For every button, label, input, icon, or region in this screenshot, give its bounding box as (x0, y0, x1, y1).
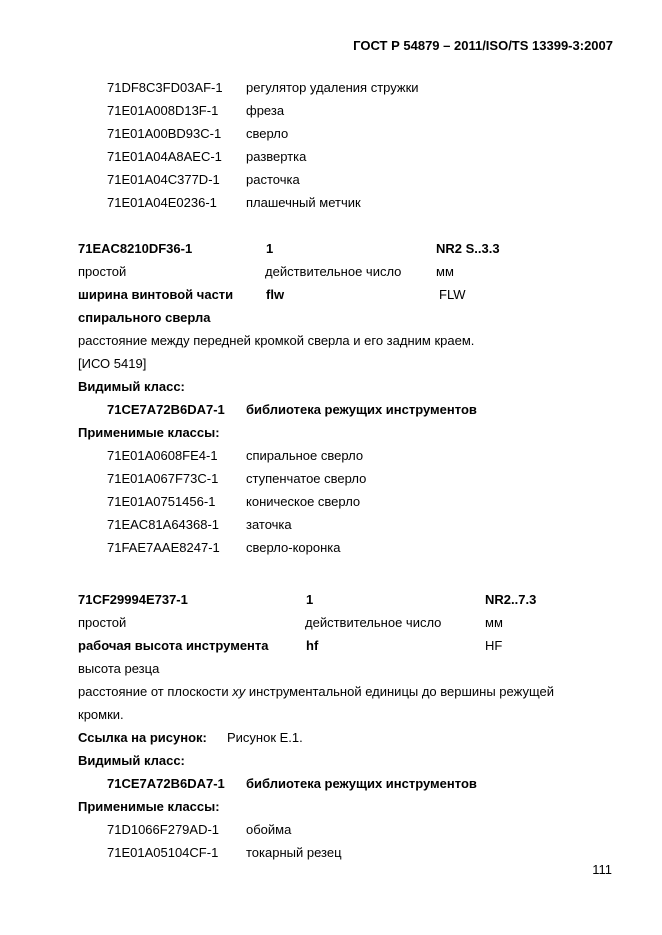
list-item-code: 71DF8C3FD03AF-1 (107, 80, 223, 95)
list-item-code: 71D1066F279AD-1 (107, 822, 220, 837)
entry-name: рабочая высота инструмента (78, 638, 269, 653)
list-item-name: токарный резец (246, 845, 342, 860)
applicable-classes-label: Применимые классы: (78, 799, 220, 814)
entry-id: 71CF29994E737-1 (78, 592, 188, 607)
list-item-code: 71E01A04A8AEC-1 (107, 149, 222, 164)
list-item-code: 71E01A05104CF-1 (107, 845, 219, 860)
entry-symbol: flw (266, 287, 285, 302)
entry-definition-continued: кромки. (78, 707, 124, 722)
list-item-code: 71E01A0751456-1 (107, 494, 216, 509)
applicable-classes-label: Применимые классы: (78, 425, 220, 440)
entry-alt-name: высота резца (78, 661, 160, 676)
entry-definition (78, 684, 554, 700)
list-item-name: сверло-коронка (246, 540, 341, 555)
list-item-code: 71FAE7AAE8247-1 (107, 540, 220, 555)
entry-short-name: HF (485, 638, 503, 653)
entry-definition: расстояние между передней кромкой сверла и его задним краем. (78, 333, 475, 348)
list-item-name: расточка (246, 172, 300, 187)
entry-name: ширина винтовой части (78, 287, 234, 302)
visible-class-name: библиотека режущих инструментов (246, 402, 477, 417)
entry-name-continued: спирального сверла (78, 310, 211, 325)
entry-unit: мм (485, 615, 503, 630)
entry-reference: NR2 S..3.3 (436, 241, 500, 256)
list-item-code: 71E01A00BD93C-1 (107, 126, 222, 141)
entry-datatype: действительное число (305, 615, 442, 630)
definition-plane-symbol: xy (232, 684, 246, 699)
list-item-name: развертка (246, 149, 307, 164)
entry-id: 71EAC8210DF36-1 (78, 241, 193, 256)
visible-class-code: 71CE7A72B6DA7-1 (107, 776, 225, 791)
entry-source: [ИСО 5419] (78, 356, 147, 371)
document-header: ГОСТ Р 54879 – 2011/ISO/TS 13399-3:2007 (353, 38, 613, 53)
definition-text-continued: инструментальной единицы до вершины режущей (245, 684, 555, 699)
entry-symbol: hf (306, 638, 319, 653)
list-item-name: спиральное сверло (246, 448, 364, 463)
visible-class-label: Видимый класс: (78, 379, 185, 394)
list-item-code: 71E01A067F73C-1 (107, 471, 219, 486)
visible-class-name: библиотека режущих инструментов (246, 776, 477, 791)
list-item-name: коническое сверло (246, 494, 361, 509)
list-item-code: 71E01A04E0236-1 (107, 195, 217, 210)
entry-version: 1 (266, 241, 274, 256)
list-item-name: ступенчатое сверло (246, 471, 367, 486)
list-item-code: 71E01A008D13F-1 (107, 103, 219, 118)
list-item-name: заточка (246, 517, 292, 532)
entry-reference: NR2..7.3 (485, 592, 537, 607)
entry-short-name: FLW (439, 287, 466, 302)
visible-class-label: Видимый класс: (78, 753, 185, 768)
list-item-name: обойма (246, 822, 292, 837)
entry-version: 1 (306, 592, 314, 607)
list-item-name: фреза (246, 103, 285, 118)
list-item-code: 71E01A04C377D-1 (107, 172, 220, 187)
entry-kind: простой (78, 264, 127, 279)
entry-kind: простой (78, 615, 127, 630)
entry-datatype: действительное число (265, 264, 402, 279)
figure-reference-value: Рисунок Е.1. (227, 730, 303, 745)
list-item-name: плашечный метчик (246, 195, 361, 210)
visible-class-code: 71CE7A72B6DA7-1 (107, 402, 225, 417)
list-item-name: регулятор удаления стружки (246, 80, 419, 95)
entry-unit: мм (436, 264, 454, 279)
list-item-code: 71E01A0608FE4-1 (107, 448, 218, 463)
figure-reference-label: Ссылка на рисунок: (78, 730, 207, 745)
definition-text: расстояние от плоскости (78, 684, 233, 699)
page-number: 111 (592, 862, 612, 877)
list-item-code: 71EAC81A64368-1 (107, 517, 220, 532)
list-item-name: сверло (246, 126, 289, 141)
